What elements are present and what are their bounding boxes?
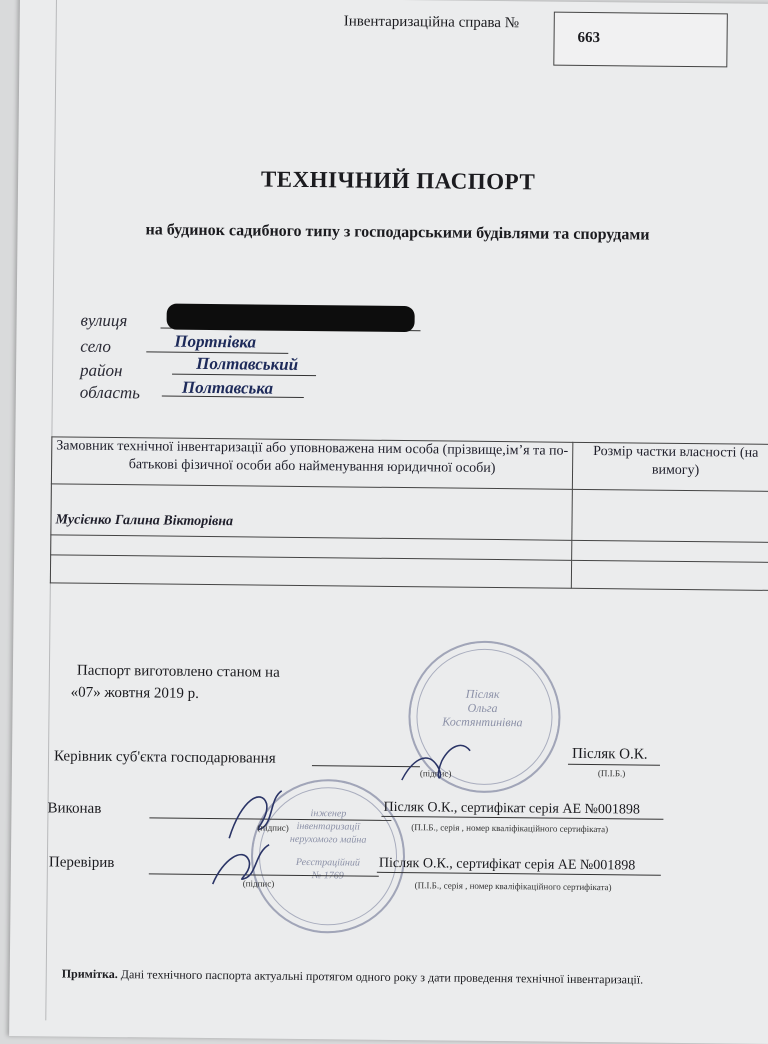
- share-column-header: Розмір частки власності (на вимогу): [572, 442, 768, 491]
- prepared-date: «07» жовтня 2019 р.: [70, 684, 199, 702]
- table-row: [51, 484, 768, 543]
- seal-bottom-text: інженер інвентаризації нерухомого майна Реєстраційний № 1769: [289, 808, 367, 882]
- street-label: вулиця: [80, 310, 128, 331]
- village-label: село: [80, 336, 112, 356]
- document-page: [9, 0, 768, 1044]
- executor-caption: (П.І.Б., серія , номер кваліфікаційного сертифіката): [411, 822, 609, 835]
- page-title: ТЕХНІЧНИЙ ПАСПОРТ: [260, 166, 536, 195]
- share-cell: [572, 540, 768, 562]
- footnote-label: Примітка.: [61, 966, 118, 982]
- executor-sign-caption: (підпис): [257, 822, 289, 833]
- district-value: Полтавський: [196, 353, 299, 374]
- checker-name: Післяк О.К., сертифікат серія АЕ №001898: [378, 855, 636, 874]
- share-cell: [572, 489, 768, 542]
- executor-label: Виконав: [47, 800, 102, 817]
- customer-table: [50, 436, 768, 591]
- region-value: Полтавська: [181, 377, 274, 398]
- head-name-caption: (П.І.Б.): [597, 768, 626, 779]
- executor-name: Післяк О.К., сертифікат серія АЕ №001898: [383, 799, 640, 818]
- share-cell: [571, 560, 768, 590]
- region-label: область: [79, 382, 141, 403]
- inventory-case-label: Інвентаризаційна справа №: [343, 13, 520, 32]
- head-name-line: [568, 764, 660, 766]
- prepared-line: Паспорт виготовлено станом на: [76, 662, 280, 681]
- footnote-text: Дані технічного паспорта актуальні протягом одного року з дати проведення технічної інвентаризації.: [117, 967, 644, 987]
- village-value: Портнівка: [174, 331, 257, 352]
- head-sign-caption: (підпис): [419, 768, 452, 779]
- customer-cell: [50, 555, 571, 588]
- head-label: Керівник суб'єкта господарювання: [53, 748, 276, 767]
- district-label: район: [79, 360, 123, 381]
- inventory-case-number: 663: [577, 29, 601, 47]
- customer-name: Мусієнко Галина Вікторівна: [51, 484, 573, 540]
- checker-sign-caption: (підпис): [242, 878, 275, 889]
- redaction-mark: [167, 304, 415, 333]
- customer-column-header: Замовник технічної інвентаризації або уповноважена ним особа (прізвище,ім’я та по-батькові фізичної особи або найменування юридичної особи): [51, 437, 572, 489]
- footnote: [62, 966, 644, 987]
- head-signature-mark: [392, 730, 483, 791]
- page-subtitle: на будинок садибного типу з господарськими будівлями та спорудами: [145, 221, 650, 244]
- checker-label: Перевірив: [48, 854, 115, 872]
- head-name: Післяк О.К.: [572, 745, 648, 763]
- table-header-row: [51, 437, 768, 492]
- checker-caption: (П.І.Б., серія , номер кваліфікаційного сертифіката): [414, 880, 612, 893]
- seal-top-text: Післяк Ольга Костянтинівна: [442, 686, 523, 730]
